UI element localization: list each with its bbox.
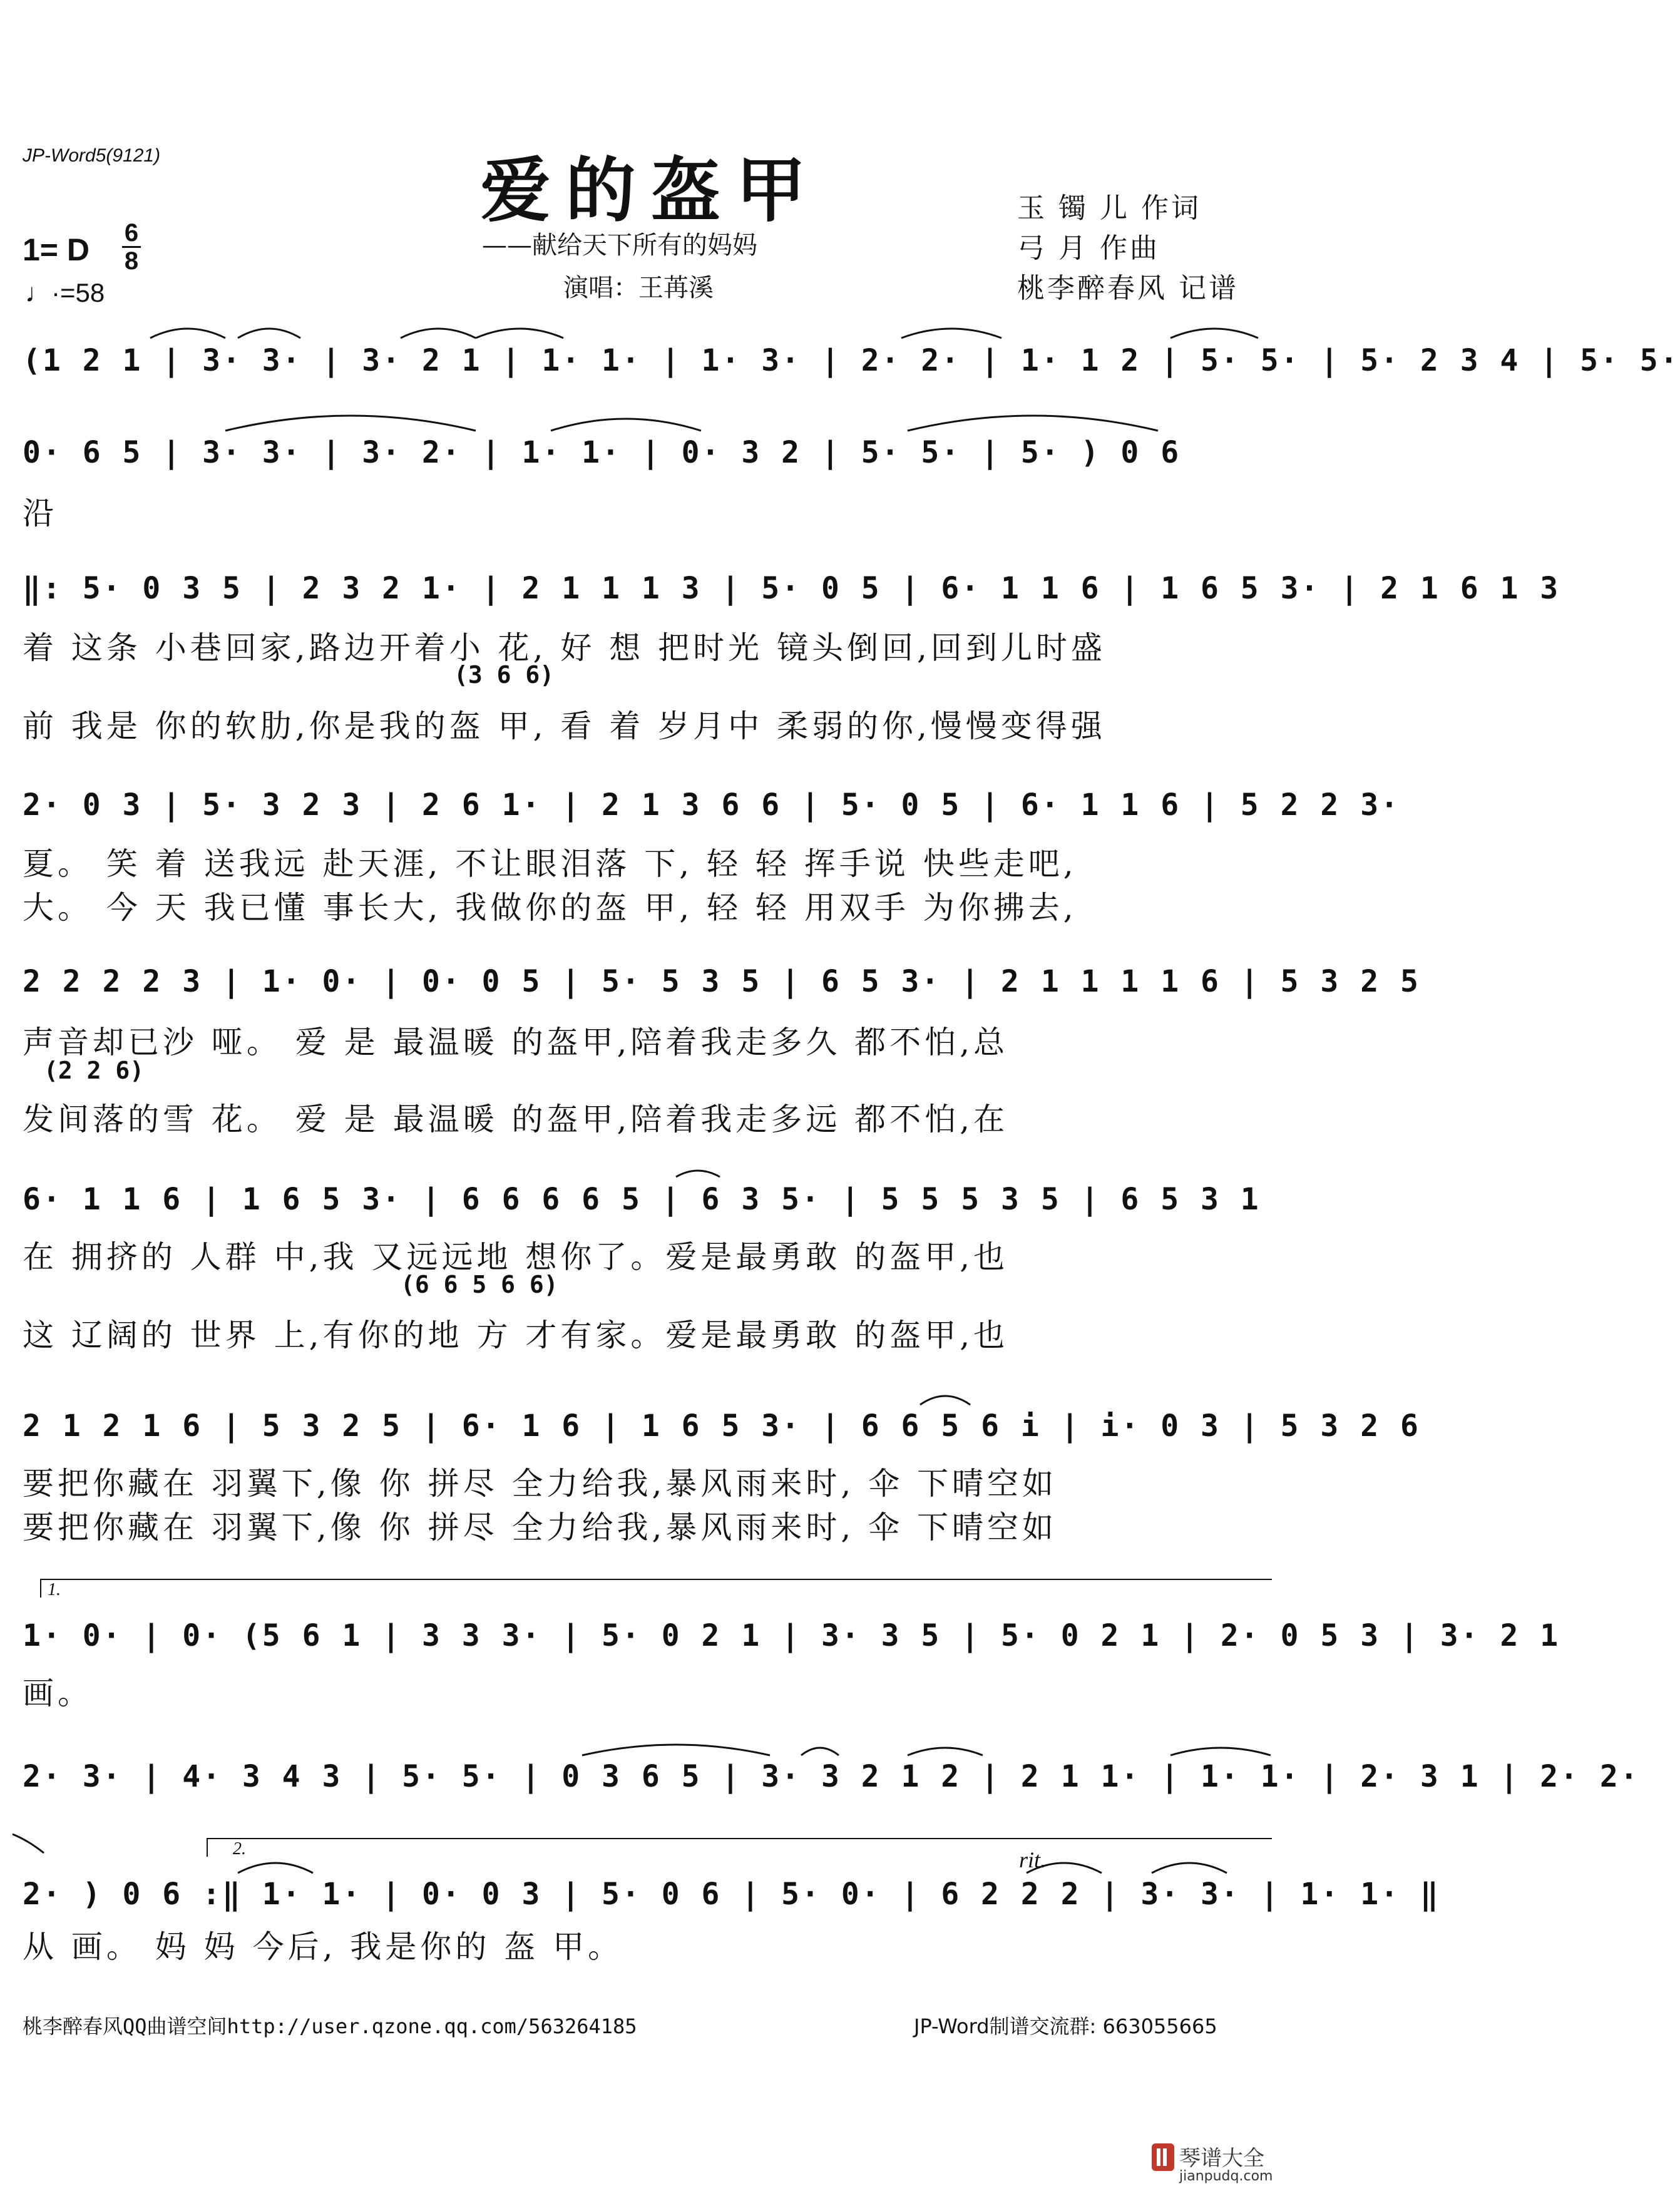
notation-row-8: 1· 0· | 0· (5 6 1 | 3 3 3· | 5· 0 2 1 | 3· 3 5 | 5· 0 2 1 | 2· 0 5 3 | 3· 2 1	[23, 1618, 1560, 1653]
logo-text: 琴谱大全	[1179, 2146, 1264, 2171]
alt-notes-row-5: (2 2 6)	[44, 1057, 145, 1084]
notation-row-7: 2 1 2 1 6 | 5 3 2 5 | 6· 1 6 | 1 6 5 3· | 6 6 5 6 i | i· 0 3 | 5 3 2 6	[23, 1408, 1420, 1444]
notation-row-2: 0· 6 5 | 3· 3· | 3· 2· | 1· 1· | 0· 3 2 | 5· 5· | 5· ) 0 6	[23, 435, 1181, 470]
singer-credit: 演唱：王苒溪	[563, 274, 714, 302]
lyric-row-4-verse-1: 夏。 笑 着 送我远 赴天涯, 不让眼泪落 下, 轻 轻 挥手说 快些走吧,	[23, 846, 1077, 882]
composer-credit: 弓 月 作曲	[1017, 232, 1160, 264]
notation-row-5: 2 2 2 2 3 | 1· 0· | 0· 0 5 | 5· 5 3 5 | 6 5 3· | 2 1 1 1 1 6 | 5 3 2 5	[23, 964, 1420, 999]
time-denominator: 8	[124, 247, 139, 275]
tempo-marking: ♩·=58	[25, 278, 105, 307]
jianpudq-logo	[1152, 2140, 1280, 2187]
alt-notes-row-6: (6 6 5 6 6)	[401, 1271, 558, 1298]
first-ending-label: 1.	[48, 1580, 61, 1599]
time-numerator: 6	[124, 219, 139, 247]
notation-row-9: 2· 3· | 4· 3 4 3 | 5· 5· | 0 3 6 5 | 3· 3 2 1 2 | 2 1 1· | 1· 1· | 2· 3 1 | 2· 2·	[23, 1759, 1640, 1794]
song-subtitle: ——献给天下所有的妈妈	[482, 231, 757, 260]
lyric-row-3-verse-1: 着 这条 小巷回家,路边开着小 花, 好 想 把时光 镜头倒回,回到儿时盛	[23, 630, 1106, 666]
lyric-row-10: 从 画。 妈 妈 今后, 我是你的 盔 甲。	[23, 1929, 623, 1965]
notation-row-1: (1 2 1 | 3· 3· | 3· 2 1 | 1· 1· | 1· 3· | 2· 2· | 1· 1 2 | 5· 5· | 5· 2 3 4 | 5· 5·	[23, 343, 1680, 378]
lyric-row-5-verse-2: 发间落的雪 花。 爱 是 最温暖 的盔甲,陪着我走多远 都不怕,在	[23, 1101, 1009, 1137]
footer-left: 桃李醉春风QQ曲谱空间http://user.qzone.qq.com/563264185	[23, 2014, 637, 2038]
notation-row-4: 2· 0 3 | 5· 3 2 3 | 2 6 1· | 2 1 3 6 6 | 5· 0 5 | 6· 1 1 6 | 5 2 2 3·	[23, 788, 1400, 823]
ritardando-marking: rit.	[1019, 1847, 1047, 1872]
notation-row-10: 2· ) 0 6 :‖ 1· 1· | 0· 0 3 | 5· 0 6 | 5· 0· | 6 2 2 2 | 3· 3· | 1· 1· ‖	[23, 1877, 1440, 1912]
logo-url: jianpudq.com	[1179, 2168, 1273, 2184]
lyricist-credit: 玉 镯 儿 作词	[1017, 192, 1201, 224]
notation-row-6: 6· 1 1 6 | 1 6 5 3· | 6 6 6 6 5 | 6 3 5· | 5 5 5 3 5 | 6 5 3 1	[23, 1182, 1261, 1217]
alt-notes-row-3: (3 6 6)	[454, 661, 555, 689]
song-title: 爱的盔甲	[480, 150, 821, 232]
lyric-row-8: 画。	[23, 1675, 93, 1711]
transcriber-credit: 桃李醉春风 记谱	[1017, 272, 1239, 304]
lyric-row-7-verse-1: 要把你藏在 羽翼下,像 你 拼尽 全力给我,暴风雨来时, 伞 下晴空如	[23, 1465, 1058, 1502]
lyric-row-3-verse-2: 前 我是 你的软肋,你是我的盔 甲, 看 着 岁月中 柔弱的你,慢慢变得强	[23, 708, 1106, 744]
lyric-row-6-verse-1: 在 拥挤的 人群 中,我 又远远地 想你了。爱是最勇敢 的盔甲,也	[23, 1239, 1009, 1275]
notation-row-3: ‖: 5· 0 3 5 | 2 3 2 1· | 2 1 1 1 3 | 5· 0 5 | 6· 1 1 6 | 1 6 5 3· | 2 1 6 1 3	[23, 571, 1560, 606]
key-signature: 1= D	[23, 232, 90, 267]
software-label: JP-Word5(9121)	[23, 145, 161, 166]
footer-right: JP-Word制谱交流群: 663055665	[914, 2014, 1217, 2038]
lyric-row-2: 沿	[23, 495, 58, 531]
lyric-row-5-verse-1: 声音却已沙 哑。 爱 是 最温暖 的盔甲,陪着我走多久 都不怕,总	[23, 1024, 1009, 1060]
lyric-row-4-verse-2: 大。 今 天 我已懂 事长大, 我做你的盔 甲, 轻 轻 用双手 为你拂去,	[23, 890, 1077, 926]
second-ending-label: 2.	[233, 1839, 246, 1859]
lyric-row-6-verse-2: 这 辽阔的 世界 上,有你的地 方 才有家。爱是最勇敢 的盔甲,也	[23, 1317, 1009, 1353]
lyric-row-7-verse-2: 要把你藏在 羽翼下,像 你 拼尽 全力给我,暴风雨来时, 伞 下晴空如	[23, 1509, 1058, 1546]
